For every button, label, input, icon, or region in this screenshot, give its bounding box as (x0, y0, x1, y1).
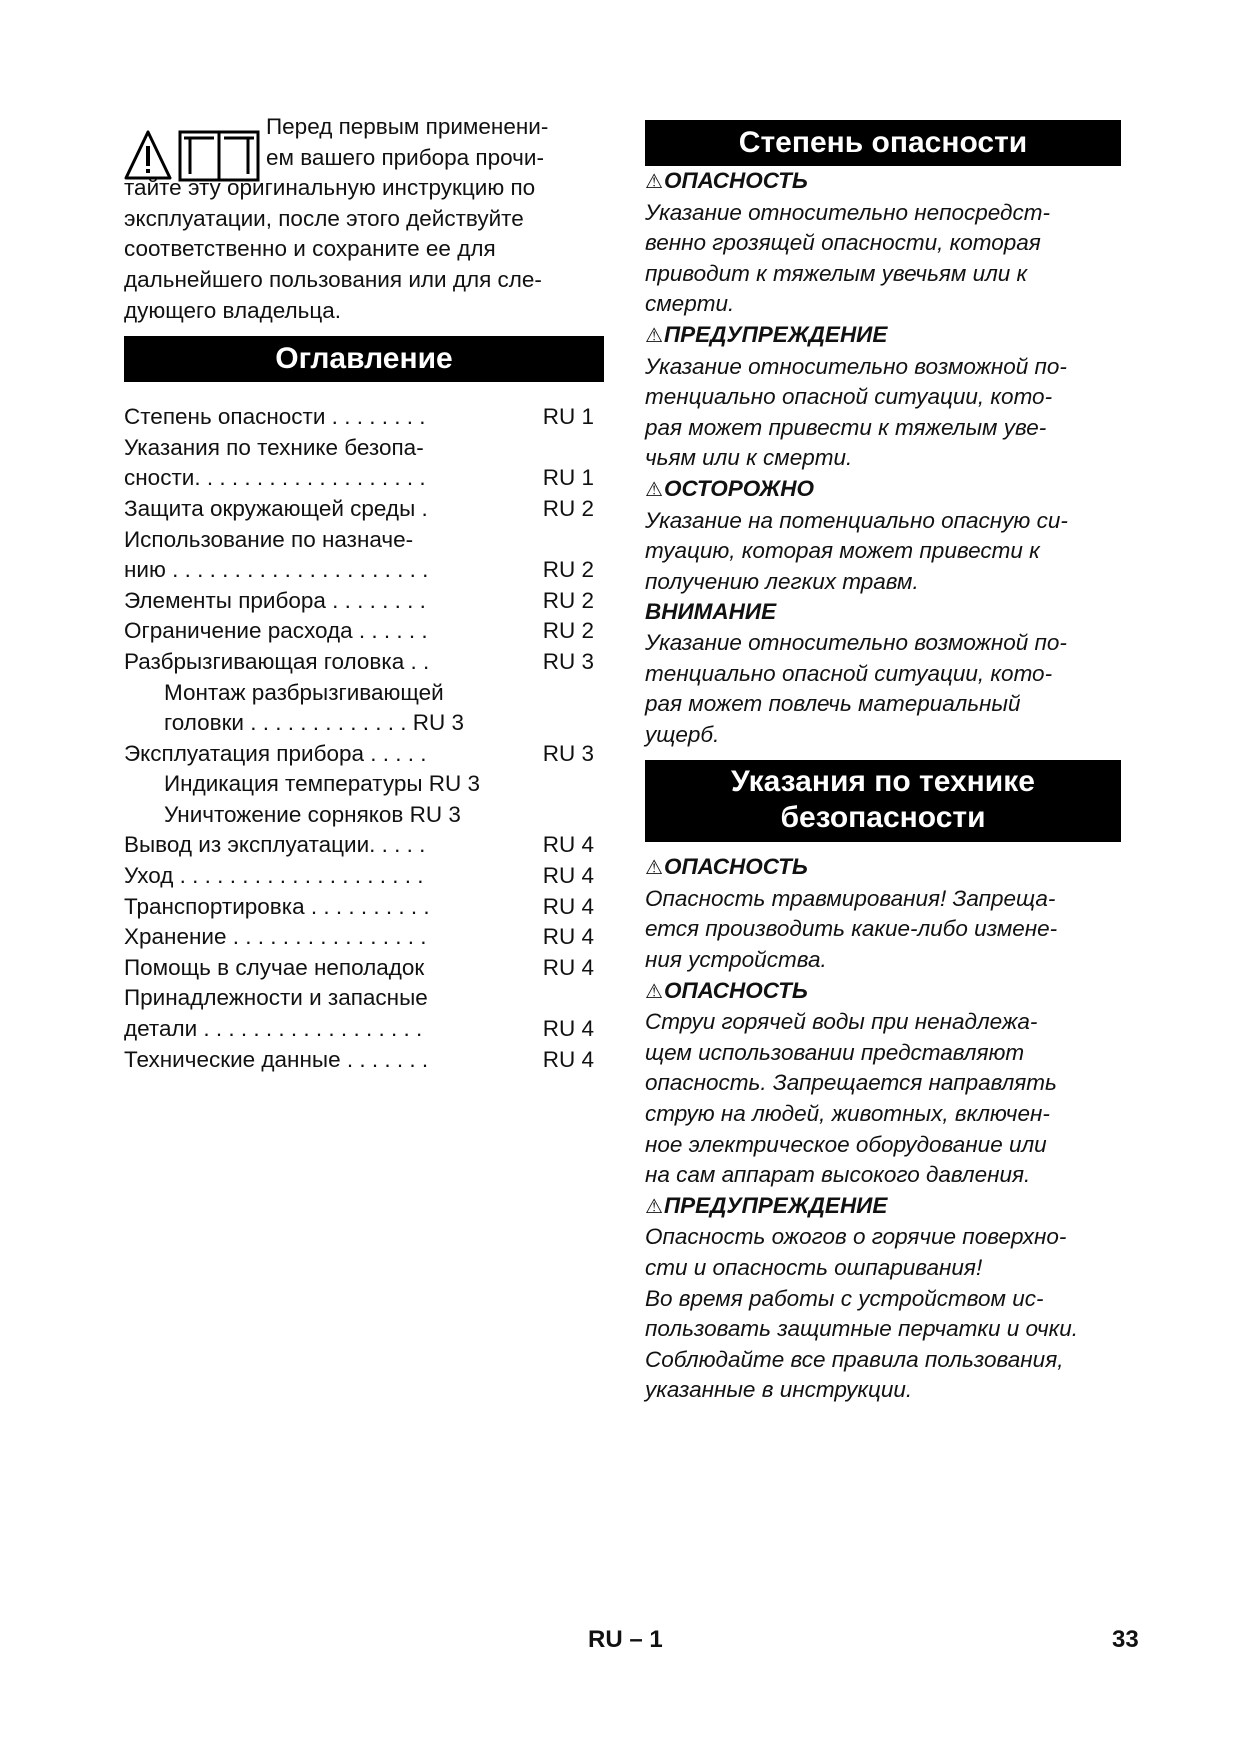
warning-triangle-icon: ⚠ (645, 857, 663, 880)
toc-item-page: RU 2 (542, 587, 594, 613)
intro-line: дующего владельца. (124, 297, 341, 323)
intro-notice (124, 112, 604, 326)
toc-item-text: Уход . . . . . . . . . . . . . . . . . . . . (124, 863, 424, 889)
toc-item[interactable] (124, 647, 604, 678)
danger-label: ОПАСНОСТЬ (663, 854, 808, 880)
intro-line: эксплуатации, после этого действуйте (124, 205, 524, 231)
warning-triangle-icon: ⚠ (645, 171, 663, 193)
toc-item-text: детали . . . . . . . . . . . . . . . . . . (124, 1016, 423, 1042)
toc-item-page: RU 1 (542, 404, 594, 430)
manual-book-icon (180, 132, 258, 180)
toc-item[interactable] (124, 830, 604, 861)
safety-text-line: Опасность травмирования! Запреща- (645, 885, 1056, 911)
toc-item-text: Защита окружающей среды . (124, 495, 428, 521)
attention-text-line: Указание относительно возможной по- (645, 629, 1067, 655)
danger-label: ОПАСНОСТЬ (663, 168, 808, 193)
toc-item[interactable] (124, 1014, 604, 1045)
warning-triangle-icon (126, 132, 170, 178)
toc-item[interactable] (124, 494, 604, 525)
toc-item[interactable]: Использование по назначе- (124, 526, 414, 552)
toc-item-page: RU 4 (542, 893, 594, 919)
toc-item-text: Эксплуатация прибора . . . . . (124, 740, 427, 766)
toc-subitem[interactable]: Монтаж разбрызгивающей (164, 679, 444, 705)
toc-item-text: Ограничение расхода . . . . . . (124, 618, 428, 644)
toc-item-page: RU 4 (542, 954, 594, 980)
toc-item[interactable] (124, 616, 604, 647)
safety-instructions-heading (645, 760, 1121, 842)
page-number: 33 (1112, 1626, 1139, 1653)
toc-item-text: Вывод из эксплуатации. . . . . (124, 832, 426, 858)
warning-triangle-icon: ⚠ (645, 478, 663, 501)
danger-signal (645, 852, 1125, 884)
toc-item-text: сности. . . . . . . . . . . . . . . . . . . (124, 465, 426, 491)
safety-text-line: ется производить какие-либо измене- (645, 916, 1058, 942)
attention-text-line: тенциально опасной ситуации, кото- (645, 660, 1053, 686)
safety-text-line: Соблюдайте все правила пользования, (645, 1346, 1064, 1372)
toc-item-page: RU 3 (542, 740, 594, 766)
warning-text-line: тенциально опасной ситуации, кото- (645, 384, 1053, 410)
danger-label: ОПАСНОСТЬ (663, 977, 808, 1003)
attention-signal: ВНИМАНИЕ (645, 599, 777, 625)
caution-label: ОСТОРОЖНО (663, 475, 815, 501)
danger-text-line: Указание относительно непосредст- (645, 199, 1050, 225)
toc-item-text: Технические данные . . . . . . . (124, 1046, 429, 1072)
toc-item[interactable] (124, 555, 604, 586)
toc-item-text: Элементы прибора . . . . . . . . (124, 587, 426, 613)
safety-text-line: Струи горячей воды при ненадлежа- (645, 1009, 1038, 1035)
toc-item[interactable] (124, 1045, 604, 1076)
toc-item-page: RU 4 (542, 863, 594, 889)
toc-subitem[interactable]: Индикация температуры RU 3 (164, 771, 481, 797)
toc-item-text: Разбрызгивающая головка . . (124, 648, 430, 674)
safety-text-line: ное электрическое оборудование или (645, 1131, 1047, 1157)
toc-item-page: RU 4 (542, 1016, 594, 1042)
toc-item[interactable] (124, 739, 604, 770)
toc-item-page: RU 2 (542, 618, 594, 644)
intro-line: дальнейшего пользования или для сле- (124, 266, 542, 292)
danger-signal (645, 976, 1125, 1008)
toc-item-page: RU 2 (542, 557, 594, 583)
safety-text-line: ния устройства. (645, 947, 827, 973)
danger-text-line: смерти. (645, 291, 735, 317)
toc-item[interactable] (124, 402, 604, 433)
toc-item-page: RU 4 (542, 832, 594, 858)
toc-item[interactable] (124, 953, 604, 984)
toc-subitem[interactable]: Уничтожение сорняков RU 3 (164, 801, 461, 827)
safety-text-line: щем использовании представляют (645, 1039, 1025, 1065)
intro-line: Перед первым применени- (266, 114, 549, 139)
warning-and-manual-icon (124, 128, 264, 184)
caution-text-line: Указание на потенциально опасную си- (645, 507, 1068, 533)
safety-text-line: Во время работы с устройством ис- (645, 1285, 1044, 1311)
toc-subitem[interactable]: головки . . . . . . . . . . . . . RU 3 (164, 710, 465, 736)
safety-text-line: указанные в инструкции. (645, 1377, 913, 1403)
hazard-levels-heading: Степень опасности (645, 120, 1121, 166)
toc-item[interactable] (124, 463, 604, 494)
left-column (124, 112, 604, 1075)
warning-label: ПРЕДУПРЕЖДЕНИЕ (663, 321, 888, 347)
toc-item-text: Хранение . . . . . . . . . . . . . . . . (124, 924, 427, 950)
safety-text-line: пользовать защитные перчатки и очки. (645, 1316, 1079, 1342)
safety-text-line: опасность. Запрещается направлять (645, 1070, 1057, 1096)
caution-text-line: туацию, которая может привести к (645, 538, 1040, 564)
toc-item-text: Транспортировка . . . . . . . . . . (124, 893, 430, 919)
safety-text-line: Опасность ожогов о горячие поверхно- (645, 1224, 1067, 1250)
toc-item[interactable] (124, 922, 604, 953)
toc-item-page: RU 3 (542, 648, 594, 674)
warning-label: ПРЕДУПРЕЖДЕНИЕ (663, 1192, 888, 1218)
attention-text-line: рая может повлечь материальный (645, 691, 1021, 717)
toc-item[interactable] (124, 586, 604, 617)
attention-text-line: ущерб. (645, 721, 720, 747)
intro-line: соответственно и сохраните ее для (124, 236, 496, 262)
right-column (645, 120, 1125, 1406)
safety-text-line: струю на людей, животных, включен- (645, 1101, 1050, 1127)
warning-text-line: рая может привести к тяжелым уве- (645, 414, 1047, 440)
warning-text-line: чьям или к смерти. (645, 445, 853, 471)
toc-item-text: нию . . . . . . . . . . . . . . . . . . . . . (124, 557, 429, 583)
toc-item-page: RU 4 (542, 924, 594, 950)
caution-signal (645, 474, 1125, 506)
toc-item-text: Степень опасности . . . . . . . . (124, 404, 426, 430)
warning-triangle-icon: ⚠ (645, 1195, 663, 1218)
warning-signal (645, 1191, 1125, 1223)
intro-line: ем вашего прибора прочи- (266, 144, 544, 170)
warning-triangle-icon: ⚠ (645, 980, 663, 1003)
warning-text-line: Указание относительно возможной по- (645, 353, 1067, 379)
toc-item-page: RU 2 (542, 495, 594, 521)
footer-section-label: RU – 1 (588, 1626, 663, 1653)
toc-item-page: RU 1 (542, 465, 594, 491)
toc-item-text: Помощь в случае неполадок (124, 954, 425, 980)
toc-item[interactable]: Принадлежности и запасные (124, 985, 428, 1011)
danger-text-line: приводит к тяжелым увечьям или к (645, 260, 1028, 286)
toc-item[interactable] (124, 861, 604, 892)
toc-item-page: RU 4 (542, 1046, 594, 1072)
safety-heading-line: Указания по технике (731, 765, 1035, 799)
warning-triangle-icon: ⚠ (645, 324, 663, 347)
toc-item[interactable]: Указания по технике безопа- (124, 434, 424, 460)
intro-line: тайте эту оригинальную инструкцию по (124, 175, 536, 201)
safety-heading-line: безопасности (780, 801, 986, 835)
toc-item[interactable] (124, 892, 604, 923)
danger-signal (645, 166, 1125, 198)
table-of-contents (124, 402, 604, 1075)
caution-text-line: получению легких травм. (645, 568, 919, 594)
safety-text-line: сти и опасность ошпаривания! (645, 1255, 983, 1280)
danger-text-line: венно грозящей опасности, которая (645, 230, 1041, 256)
safety-text-line: на сам аппарат высокого давления. (645, 1162, 1031, 1188)
warning-signal (645, 320, 1125, 352)
toc-heading: Оглавление (124, 336, 604, 382)
